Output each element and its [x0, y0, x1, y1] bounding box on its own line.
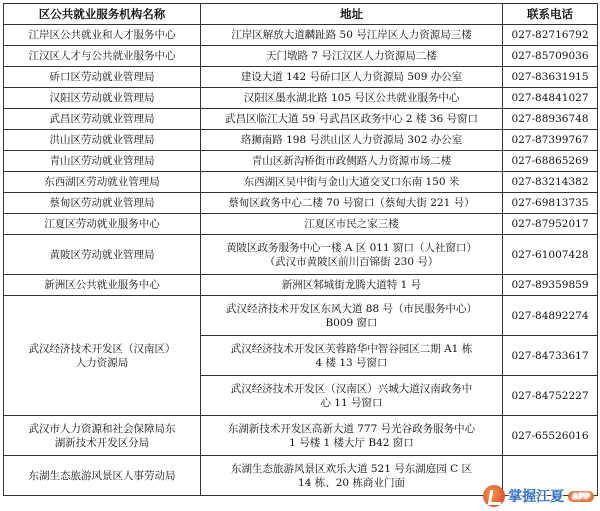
office-phone: 027-84733617 [503, 336, 598, 376]
office-phone: 027-87399767 [503, 130, 598, 151]
table-row [4, 416, 598, 456]
office-name-line: 湖新技术开发区分局 [54, 436, 150, 449]
office-name: 东湖生态旅游风景区人事劳动局 [4, 456, 201, 496]
office-name [4, 296, 201, 416]
address-line: 14 栋、20 栋商业门面 [298, 476, 405, 489]
office-address: 新洲区邾城街龙腾大道特 1 号 [201, 275, 503, 296]
address-line: B009 窗口 [325, 316, 378, 329]
address-line: 武汉经济技术开发区芙蓉路华中智谷园区二期 A1 栋 [230, 342, 473, 355]
office-name: 硚口区劳动就业管理局 [4, 67, 201, 88]
office-phone: 027-88936748 [503, 109, 598, 130]
address-line: 黄陂区政务服务中心一楼 A 区 011 窗口（人社窗口） [226, 241, 477, 254]
office-name [4, 416, 201, 456]
table-row [4, 235, 598, 275]
office-name: 新洲区公共就业服务中心 [4, 275, 201, 296]
office-phone: 027-83631915 [503, 67, 598, 88]
office-address [201, 376, 503, 416]
office-name: 武昌区劳动就业管理局 [4, 109, 201, 130]
office-address: 天门墩路 7 号江汉区人力资源局二楼 [201, 46, 503, 67]
table-row [4, 296, 598, 336]
office-address [201, 416, 503, 456]
address-line: 东湖生态旅游风景区欢乐大道 521 号东湖庭园 C 区 [231, 462, 472, 475]
office-name: 汉阳区劳动就业管理局 [4, 88, 201, 109]
office-phone: 027-84752227 [503, 376, 598, 416]
table-row [4, 130, 598, 151]
table-row [4, 275, 598, 296]
header-office-name: 区公共就业服务机构名称 [4, 4, 201, 25]
office-name: 蔡甸区劳动就业管理局 [4, 193, 201, 214]
office-address: 建设大道 142 号硚口区人力资源局 509 办公室 [201, 67, 503, 88]
address-line: 心 11 号窗口 [320, 396, 383, 409]
office-phone: 027-82716792 [503, 25, 598, 46]
office-phone: 027-89359859 [503, 275, 598, 296]
office-name-line: 人力资源局 [75, 356, 129, 369]
address-line: 东湖新技术开发区高新大道 777 号光谷政务服务中心 [227, 422, 476, 435]
table-row [4, 151, 598, 172]
office-address [201, 235, 503, 275]
table-header-row [4, 4, 598, 25]
office-phone: 027-85709036 [503, 46, 598, 67]
address-line: （武汉市黄陂区前川百锦街 230 号） [264, 255, 439, 268]
table-row [4, 172, 598, 193]
office-address: 江岸区解放大道麟趾路 50 号江岸区人力资源局三楼 [201, 25, 503, 46]
office-phone: 027-83214382 [503, 172, 598, 193]
office-name: 东西湖区劳动就业管理局 [4, 172, 201, 193]
office-name: 洪山区劳动就业管理局 [4, 130, 201, 151]
table-row [4, 214, 598, 235]
office-name: 江岸区公共就业和人才服务中心 [4, 25, 201, 46]
table-row [4, 46, 598, 67]
office-name: 江夏区劳动就业服务中心 [4, 214, 201, 235]
office-address: 江夏区市民之家三楼 [201, 214, 503, 235]
office-address: 蔡甸区政务中心二楼 70 号窗口（蔡甸大街 221 号） [201, 193, 503, 214]
table-row [4, 456, 598, 496]
office-phone [503, 456, 598, 496]
office-phone: 027-87952017 [503, 214, 598, 235]
office-phone: 027-68865269 [503, 151, 598, 172]
header-address: 地址 [201, 4, 503, 25]
address-line: 4 楼 13 号窗口 [315, 356, 388, 369]
office-table-container [3, 3, 597, 496]
office-name-line: 武汉市人力资源和社会保障局东 [28, 422, 176, 435]
office-name: 江汉区人才与公共就业服务中心 [4, 46, 201, 67]
office-address [201, 336, 503, 376]
address-line: 武汉经济技术开发区（汉南区）兴城大道汉南政务中 [230, 382, 473, 395]
address-line: 1 号楼 1 楼大厅 B42 窗口 [289, 436, 414, 449]
table-row [4, 88, 598, 109]
address-line: 武汉经济技术开发区东风大道 88 号（市民服务中心） [225, 302, 478, 315]
office-address: 东西湖区吴中街与金山大道交叉口东南 150 米 [201, 172, 503, 193]
office-address: 青山区新沟桥街市政侧路人力资源市场二楼 [201, 151, 503, 172]
office-phone: 027-65526016 [503, 416, 598, 456]
office-phone: 027-61007428 [503, 235, 598, 275]
office-name-line: 武汉经济技术开发区（汉南区） [28, 342, 176, 355]
office-address [201, 296, 503, 336]
office-phone: 027-69813735 [503, 193, 598, 214]
watermark-text: 掌握江夏 [508, 489, 565, 505]
office-name: 黄陂区劳动就业管理局 [4, 235, 201, 275]
office-address: 珞狮南路 198 号洪山区人力资源局 302 办公室 [201, 130, 503, 151]
office-address: 武昌区临江大道 59 号武昌区政务中心 2 楼 36 号窗口 [201, 109, 503, 130]
header-phone: 联系电话 [503, 4, 598, 25]
office-name: 青山区劳动就业管理局 [4, 151, 201, 172]
watermark-tag: APP [568, 491, 594, 502]
employment-office-table [3, 3, 598, 496]
table-row [4, 193, 598, 214]
office-address [201, 456, 503, 496]
office-phone: 027-84892274 [503, 296, 598, 336]
office-phone: 027-84841027 [503, 88, 598, 109]
table-row [4, 109, 598, 130]
table-row [4, 25, 598, 46]
office-address: 汉阳区墨水湖北路 105 号区公共就业服务中心 [201, 88, 503, 109]
table-row [4, 67, 598, 88]
